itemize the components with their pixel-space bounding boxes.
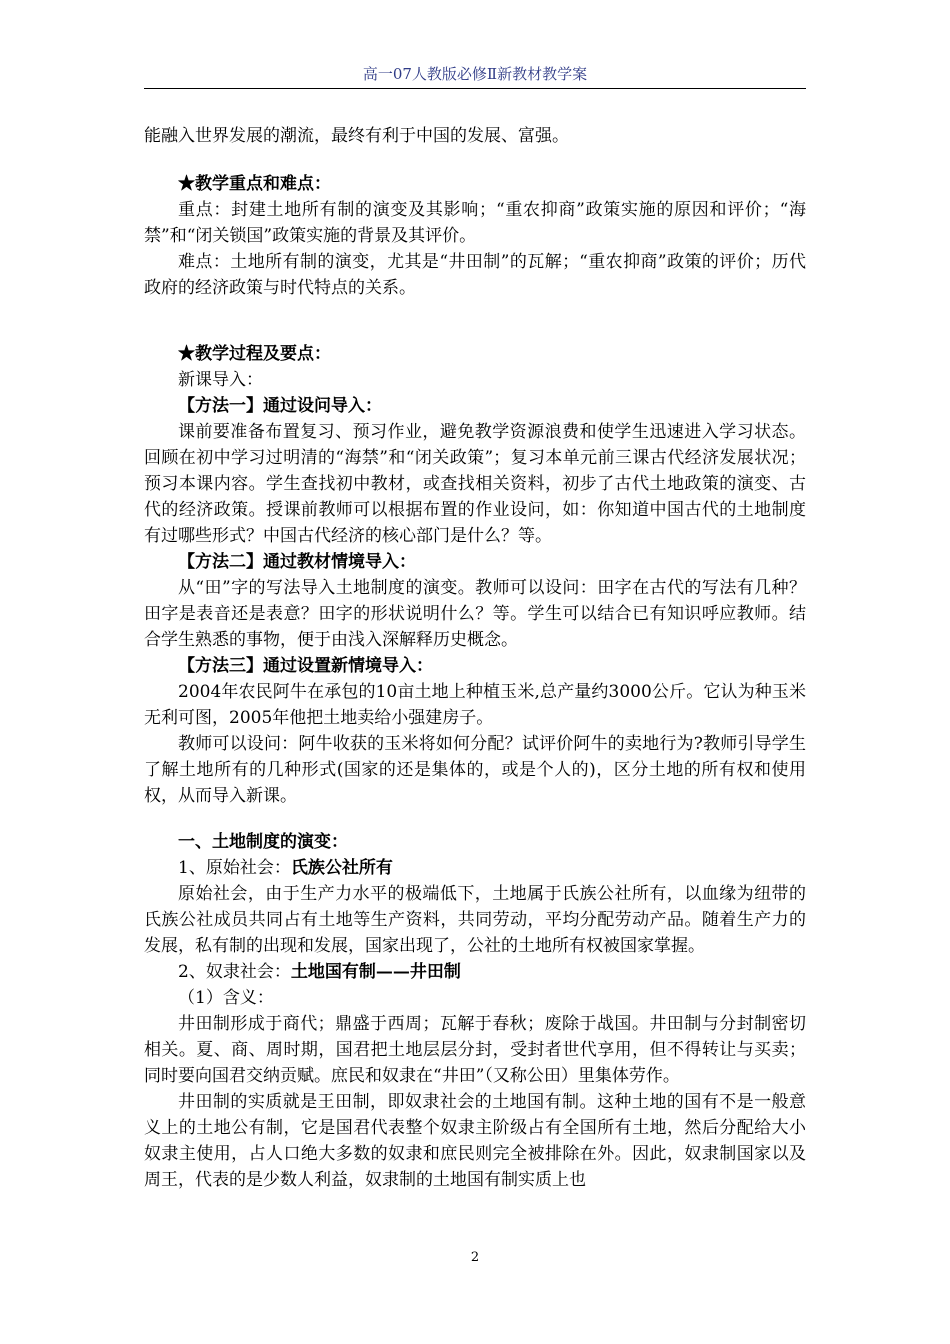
method-one-heading: 【方法一】通过设问导入： (178, 396, 382, 416)
paragraph: 能融入世界发展的潮流，最终有利于中国的发展、富强。 (144, 126, 569, 146)
subheading-emphasis: 土地国有制——井田制 (290, 962, 461, 982)
paragraph-well-field-essence: 井田制的实质就是王田制，即奴隶社会的土地国有制。这种土地的国有不是一般意义上的土地公有制，它是国君代表整个奴隶主阶级占有全国所有土地，然后分配给大小奴隶主使用，占人口绝大多数的奴隶和庶民则完全被排除在外。因此，奴隶制国家以及周王，代表的是少数人利益，奴隶制的土地国有制实质上也 (144, 1092, 806, 1190)
page-number: 2 (470, 1250, 480, 1265)
page-header: 高一07人教版必修Ⅱ新教材教学案 (362, 65, 588, 83)
section-heading-land-system: 一、土地制度的演变： (178, 832, 348, 852)
subheading-slave-society (144, 959, 806, 985)
subheading-prefix: 2、奴隶社会： (178, 962, 291, 982)
section-heading-key-points: ★教学重点和难点： (178, 174, 331, 194)
subheading-meaning: （1）含义： (178, 988, 274, 1008)
header-divider (144, 88, 806, 89)
paragraph-key-points: 重点：封建土地所有制的演变及其影响；“重农抑商”政策实施的原因和评价；“海禁”和“闭关锁国”政策实施的背景及其评价。 (144, 200, 806, 246)
paragraph-intro-label: 新课导入： (178, 370, 263, 390)
paragraph-method-two: 从“田”字的写法导入土地制度的演变。教师可以设问：田字在古代的写法有几种？田字是表音还是表意？田字的形状说明什么？等。学生可以结合已有知识呼应教师。结合学生熟悉的事物，便于由浅入深解释历史概念。 (144, 578, 806, 650)
paragraph-well-field-system: 井田制形成于商代；鼎盛于西周；瓦解于春秋；废除于战国。井田制与分封制密切相关。夏、商、周时期，国君把土地层层分封，受封者世代享用，但不得转让与买卖；同时要向国君交纳贡赋。庶民和奴隶在“井田”（又称公田）里集体劳作。 (144, 1014, 806, 1086)
subheading-primitive-society (144, 855, 806, 881)
paragraph-method-one: 课前要准备布置复习、预习作业，避免教学资源浪费和使学生迅速进入学习状态。回顾在初中学习过明清的“海禁”和“闭关政策”；复习本单元前三课古代经济发展状况；预习本课内容。学生查找初中教材，或查找相关资料，初步了古代土地政策的演变、古代的经济政策。授课前教师可以根据布置的作业设问，如：你知道中国古代的土地制度有过哪些形式？中国古代经济的核心部门是什么？等。 (144, 422, 806, 546)
paragraph-method-three: 教师可以设问：阿牛收获的玉米将如何分配？试评价阿牛的卖地行为?教师引导学生了解土地所有的几种形式(国家的还是集体的，或是个人的)，区分土地的所有权和使用权，从而导入新课。 (144, 734, 806, 806)
subheading-emphasis: 氏族公社所有 (290, 858, 393, 878)
method-three-heading: 【方法三】通过设置新情境导入： (178, 656, 433, 676)
method-two-heading: 【方法二】通过教材情境导入： (178, 552, 416, 572)
paragraph-difficulties: 难点：土地所有制的演变，尤其是“井田制”的瓦解；“重农抑商”政策的评价；历代政府的经济政策与时代特点的关系。 (144, 252, 806, 298)
subheading-prefix: 1、原始社会： (178, 858, 291, 878)
section-heading-teaching-process: ★教学过程及要点： (178, 344, 331, 364)
paragraph-scenario: 2004年农民阿牛在承包的10亩土地上种植玉米,总产量约3000公斤。它认为种玉米无利可图，2005年他把土地卖给小强建房子。 (144, 682, 806, 728)
document-body (144, 123, 806, 1193)
paragraph-primitive-society: 原始社会，由于生产力水平的极端低下，土地属于氏族公社所有，以血缘为纽带的氏族公社成员共同占有土地等生产资料，共同劳动，平均分配劳动产品。随着生产力的发展，私有制的出现和发展，国家出现了，公社的土地所有权被国家掌握。 (144, 884, 806, 956)
